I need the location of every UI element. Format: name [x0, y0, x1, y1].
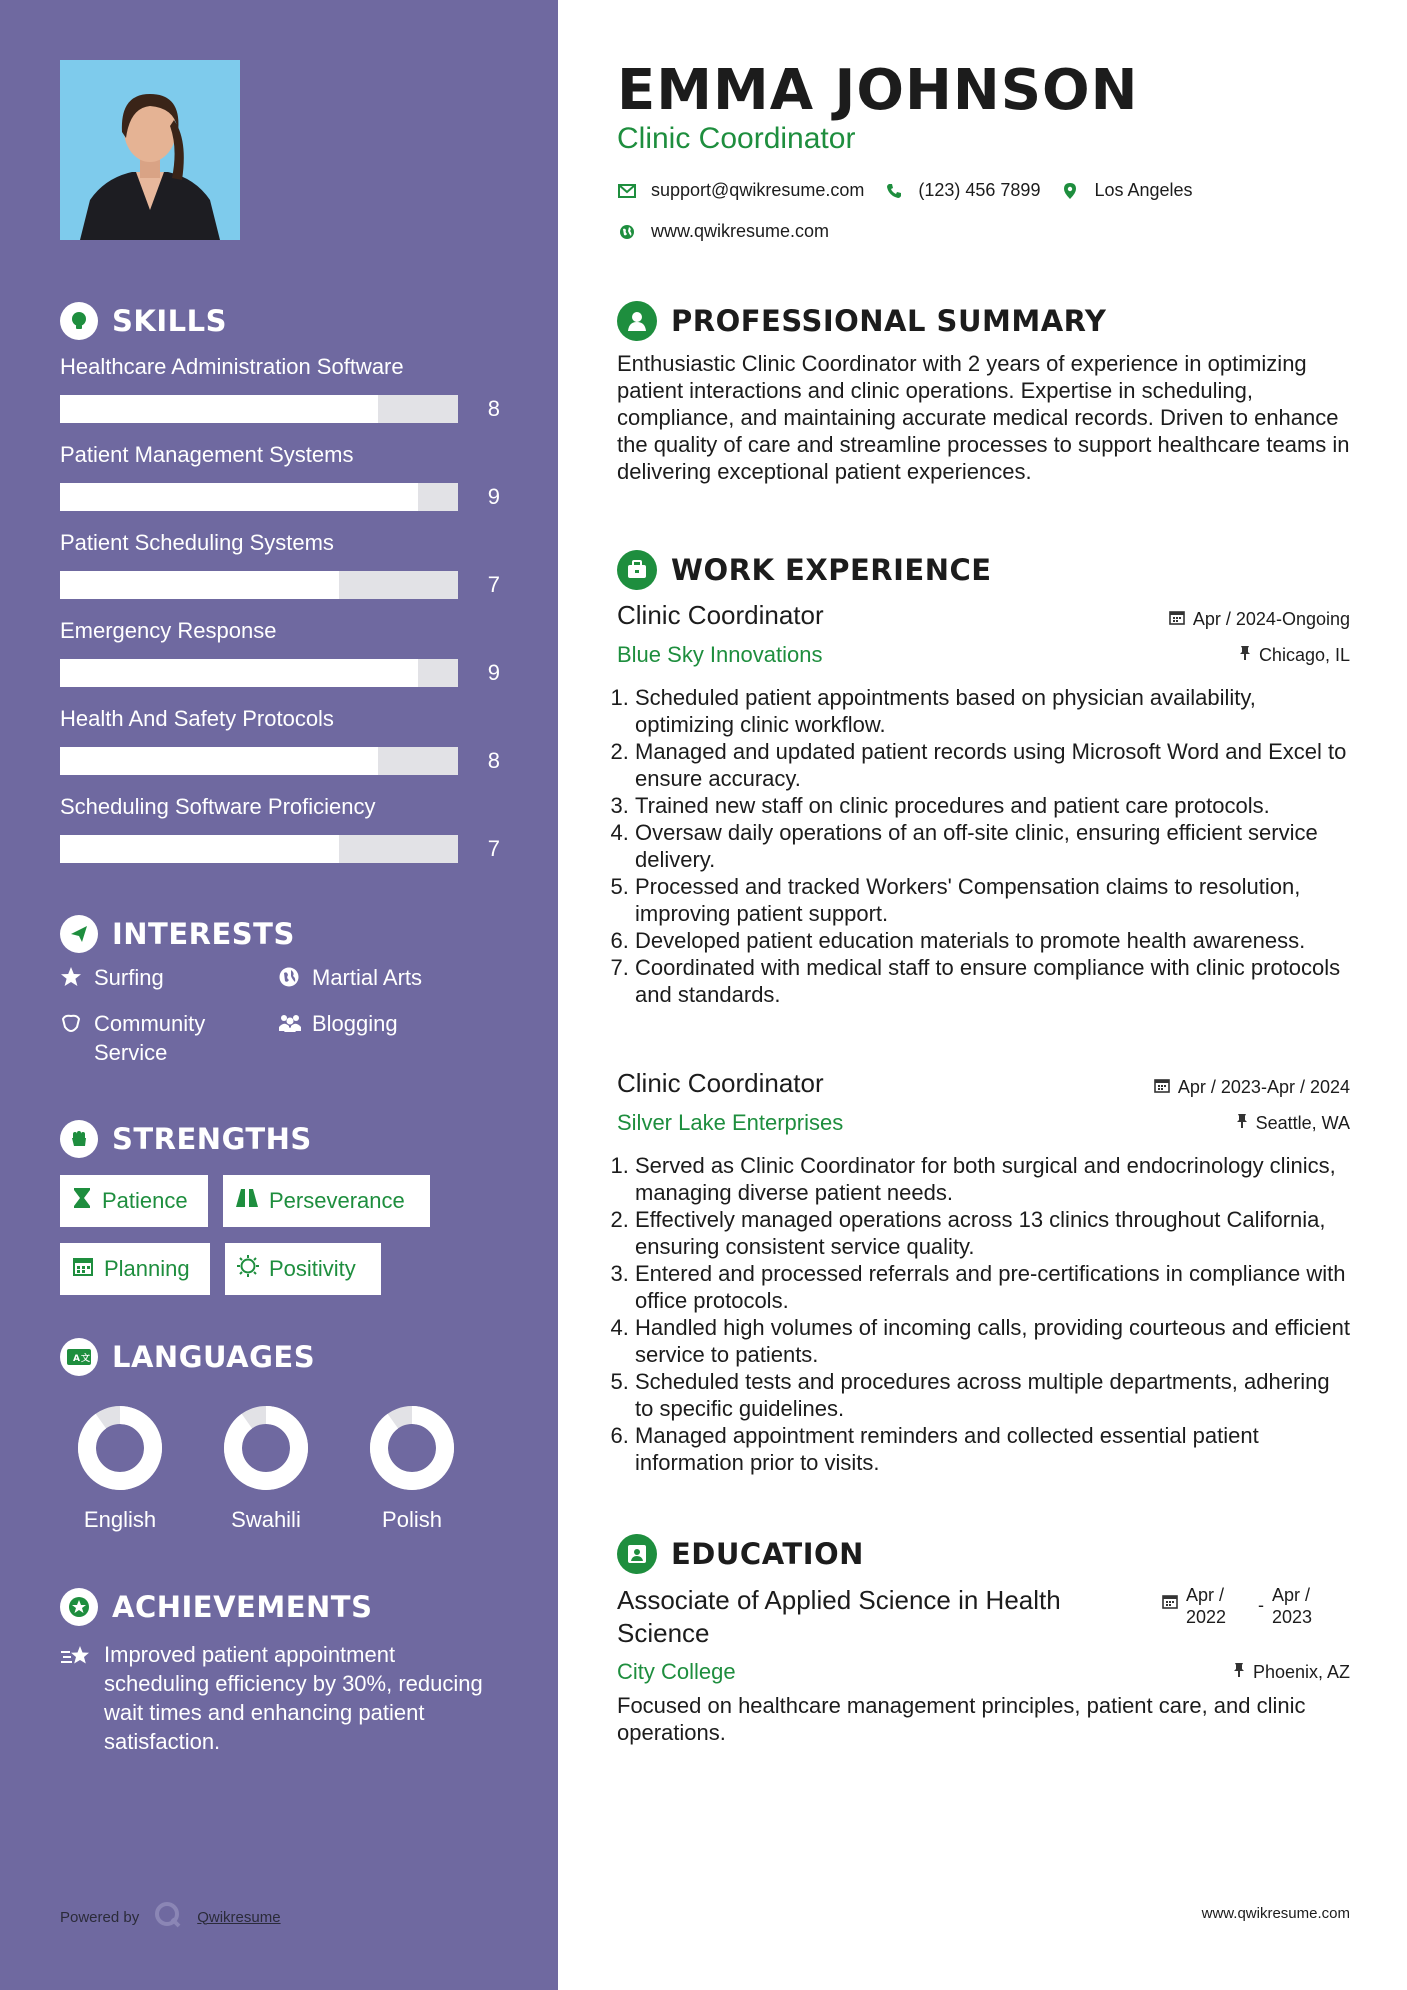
skill-bar-fill: [60, 659, 418, 687]
skill-bar: [60, 659, 458, 687]
skill-name: Patient Management Systems: [60, 442, 354, 467]
briefcase-icon: [617, 550, 657, 590]
skill-bar-fill: [60, 747, 378, 775]
hourglass-icon: [72, 1187, 92, 1215]
skill-name: Patient Scheduling Systems: [60, 530, 334, 555]
shooting-star-icon: [60, 1640, 94, 1756]
job-bullet: 2. Managed and updated patient records using Microsoft Word and Excel to ensure accuracy.: [635, 738, 1350, 792]
job-dates-text: Apr / 2023-Apr / 2024: [1177, 1077, 1350, 1097]
interests-title: INTERESTS: [112, 917, 295, 951]
achievements-title: ACHIEVEMENTS: [112, 1590, 373, 1624]
email-text[interactable]: support@qwikresume.com: [651, 180, 865, 200]
skill-value: 7: [487, 572, 500, 597]
strength-badge: [225, 1243, 381, 1295]
portrait-image: [60, 60, 240, 240]
skill-bar-fill: [60, 835, 339, 863]
website-text[interactable]: www.qwikresume.com: [651, 221, 830, 241]
job-location-text: Chicago, IL: [1258, 645, 1350, 665]
skill-item: [60, 529, 500, 599]
skill-item: [60, 793, 500, 863]
language-ring: [75, 1403, 165, 1493]
job-bullet: 3. Entered and processed referrals and pre-certifications in compliance with office protocols.: [635, 1260, 1350, 1314]
strengths-title: STRENGTHS: [112, 1122, 312, 1156]
job-company: Blue Sky Innovations: [617, 642, 823, 667]
job-title: Clinic Coordinator: [617, 1068, 824, 1098]
interest-item: [278, 1009, 398, 1041]
job-dates-text: Apr / 2024-Ongoing: [1192, 609, 1350, 629]
skill-item: [60, 617, 500, 687]
job-bullet: 3. Trained new staff on clinic procedures and patient care protocols.: [635, 792, 1350, 819]
location-text: Los Angeles: [1094, 180, 1193, 200]
skill-item: [60, 705, 500, 775]
interest-label: Martial Arts: [312, 965, 423, 990]
education-school: City College: [617, 1659, 736, 1684]
language-item: [347, 1403, 477, 1533]
strength-badge: [60, 1243, 210, 1295]
calendar-icon: [1169, 609, 1185, 630]
achievement-item: [60, 1640, 500, 1756]
language-icon: [60, 1338, 98, 1376]
svg-text:A: A: [73, 1354, 81, 1364]
education-title: EDUCATION: [671, 1537, 864, 1571]
job-bullets: [617, 684, 1350, 1008]
skill-bar: [60, 571, 458, 599]
skill-item: [60, 353, 500, 423]
qwikresume-logo-icon: [153, 1900, 183, 1934]
website-row: [617, 221, 829, 242]
skill-bar: [60, 483, 458, 511]
summary-heading: [617, 301, 1106, 341]
calendar-icon: [72, 1255, 94, 1283]
job-location: [1239, 645, 1350, 666]
interest-label: Surfing: [94, 965, 164, 990]
summary-title: PROFESSIONAL SUMMARY: [671, 304, 1107, 338]
job-company: Silver Lake Enterprises: [617, 1110, 844, 1135]
job-dates: [1169, 609, 1350, 630]
language-item: [201, 1403, 331, 1533]
skill-name: Health And Safety Protocols: [60, 706, 334, 731]
skill-item: [60, 441, 500, 511]
language-ring: [367, 1403, 457, 1493]
job-bullet: 5. Processed and tracked Workers' Compensation claims to resolution, improving patient support.: [635, 873, 1350, 927]
star-icon: [60, 963, 84, 995]
phone-icon: [884, 183, 904, 199]
education-degree: Associate of Applied Science in Health Science: [617, 1585, 1061, 1648]
skill-value: 8: [487, 396, 500, 421]
education-location-text: Phoenix, AZ: [1252, 1662, 1350, 1682]
paper-plane-icon: [60, 915, 98, 953]
job-location: [1236, 1113, 1350, 1134]
pin-icon: [1236, 1113, 1248, 1134]
education-location: [1233, 1662, 1350, 1683]
badge-icon: [60, 1009, 84, 1067]
job-dates: [1154, 1077, 1350, 1098]
pin-icon: [1239, 645, 1251, 666]
road-icon: [235, 1188, 259, 1214]
summary-text: Enthusiastic Clinic Coordinator with 2 years of experience in optimizing patient interactions and clinic operations. Expertise in scheduling, compliance, and maintaining accurate medical records. Driven to enhance the quality of care and streamline processes to support healthcare teams in delivering exceptional patient experiences.: [617, 351, 1350, 484]
sun-icon: [237, 1255, 259, 1283]
footer-url[interactable]: www.qwikresume.com: [1201, 1905, 1350, 1922]
globe-icon: [617, 224, 637, 240]
skill-value: 7: [487, 836, 500, 861]
graduate-icon: [617, 1534, 657, 1574]
sidebar: [0, 0, 558, 1990]
svg-text:文: 文: [81, 1354, 91, 1364]
skill-bar: [60, 747, 458, 775]
interest-label: Community Service: [94, 1011, 206, 1065]
strength-label: Planning: [104, 1256, 190, 1281]
candidate-role: Clinic Coordinator: [617, 122, 856, 155]
skills-title: SKILLS: [112, 304, 227, 338]
interests-heading: [60, 915, 295, 953]
language-name: English: [83, 1507, 157, 1532]
strength-label: Perseverance: [269, 1188, 405, 1213]
education-dates: [1162, 1584, 1324, 1628]
skill-bar: [60, 395, 458, 423]
skill-name: Healthcare Administration Software: [60, 354, 404, 379]
experience-title: WORK EXPERIENCE: [671, 553, 992, 587]
education-start: Apr / 2022: [1186, 1585, 1227, 1627]
globe-icon: [278, 963, 302, 995]
date-separator: -: [1258, 1595, 1264, 1615]
job-bullet: 4. Oversaw daily operations of an off-site clinic, ensuring efficient service delivery.: [635, 819, 1350, 873]
candidate-name: EMMA JOHNSON: [617, 58, 1139, 123]
experience-heading: [617, 550, 992, 590]
powered-by: [60, 1900, 281, 1934]
skill-bar: [60, 835, 458, 863]
strength-badge: [223, 1175, 430, 1227]
brand-link[interactable]: Qwikresume: [197, 1908, 281, 1926]
interest-label: Blogging: [312, 1011, 398, 1036]
education-heading: [617, 1534, 864, 1574]
calendar-icon: [1154, 1077, 1170, 1098]
achievements-heading: [60, 1588, 372, 1626]
skill-bar-fill: [60, 571, 339, 599]
skill-name: Emergency Response: [60, 618, 277, 643]
language-name: Swahili: [231, 1507, 301, 1532]
education-description: Focused on healthcare management principles, patient care, and clinic operations.: [617, 1693, 1306, 1745]
interest-item: [60, 963, 164, 995]
job-bullet: 4. Handled high volumes of incoming calls, providing courteous and efficient service to patients.: [635, 1314, 1350, 1368]
skills-heading: [60, 302, 227, 340]
profile-photo: [60, 60, 240, 240]
contact-row: [617, 180, 1193, 201]
skill-bar-fill: [60, 395, 378, 423]
language-name: Polish: [382, 1507, 442, 1532]
lightbulb-icon: [60, 302, 98, 340]
calendar-icon: [1162, 1584, 1178, 1614]
email-icon: [617, 184, 637, 198]
job-title: Clinic Coordinator: [617, 600, 824, 630]
phone-text[interactable]: (123) 456 7899: [918, 180, 1041, 200]
job-location-text: Seattle, WA: [1255, 1113, 1350, 1133]
language-ring-fill: [233, 1415, 299, 1481]
skill-name: Scheduling Software Proficiency: [60, 794, 376, 819]
language-ring: [221, 1403, 311, 1493]
interest-item: [60, 1009, 260, 1067]
strength-label: Positivity: [269, 1256, 356, 1281]
job-bullet: 1. Scheduled patient appointments based on physician availability, optimizing clinic workflow.: [635, 684, 1350, 738]
job-bullet: 5. Scheduled tests and procedures across multiple departments, adhering to specific guidelines.: [635, 1368, 1350, 1422]
achievement-text: Improved patient appointment scheduling efficiency by 30%, reducing wait times and enhancing patient satisfaction.: [104, 1642, 483, 1754]
languages-heading: [60, 1338, 315, 1376]
strength-label: Patience: [102, 1188, 188, 1213]
skill-value: 9: [487, 660, 500, 685]
user-icon: [617, 301, 657, 341]
strengths-heading: [60, 1120, 312, 1158]
job-bullet: 1. Served as Clinic Coordinator for both surgical and endocrinology clinics, managing diverse patient needs.: [635, 1152, 1350, 1206]
language-ring-fill: [379, 1415, 445, 1481]
strength-badge: [60, 1175, 208, 1227]
fist-icon: [60, 1120, 98, 1158]
star-badge-icon: [60, 1588, 98, 1626]
pin-icon: [1233, 1662, 1245, 1683]
job-bullet: 7. Coordinated with medical staff to ensure compliance with clinic protocols and standards.: [635, 954, 1350, 1008]
skill-bar-fill: [60, 483, 418, 511]
skill-value: 9: [487, 484, 500, 509]
education-end: Apr / 2023: [1272, 1585, 1313, 1627]
job-bullet: 2. Effectively managed operations across 13 clinics throughout California, ensuring consistent service quality.: [635, 1206, 1350, 1260]
job-bullet: 6. Developed patient education materials to promote health awareness.: [635, 927, 1350, 954]
location-pin-icon: [1060, 183, 1080, 199]
job-bullets: [617, 1152, 1350, 1476]
skill-value: 8: [487, 748, 500, 773]
interest-item: [278, 963, 422, 995]
language-ring-fill: [87, 1415, 153, 1481]
languages-title: LANGUAGES: [112, 1340, 316, 1374]
language-item: [55, 1403, 185, 1533]
job-bullet: 6. Managed appointment reminders and collected essential patient information prior to visits.: [635, 1422, 1350, 1476]
people-icon: [278, 1009, 302, 1041]
powered-by-label: Powered by: [60, 1908, 140, 1926]
